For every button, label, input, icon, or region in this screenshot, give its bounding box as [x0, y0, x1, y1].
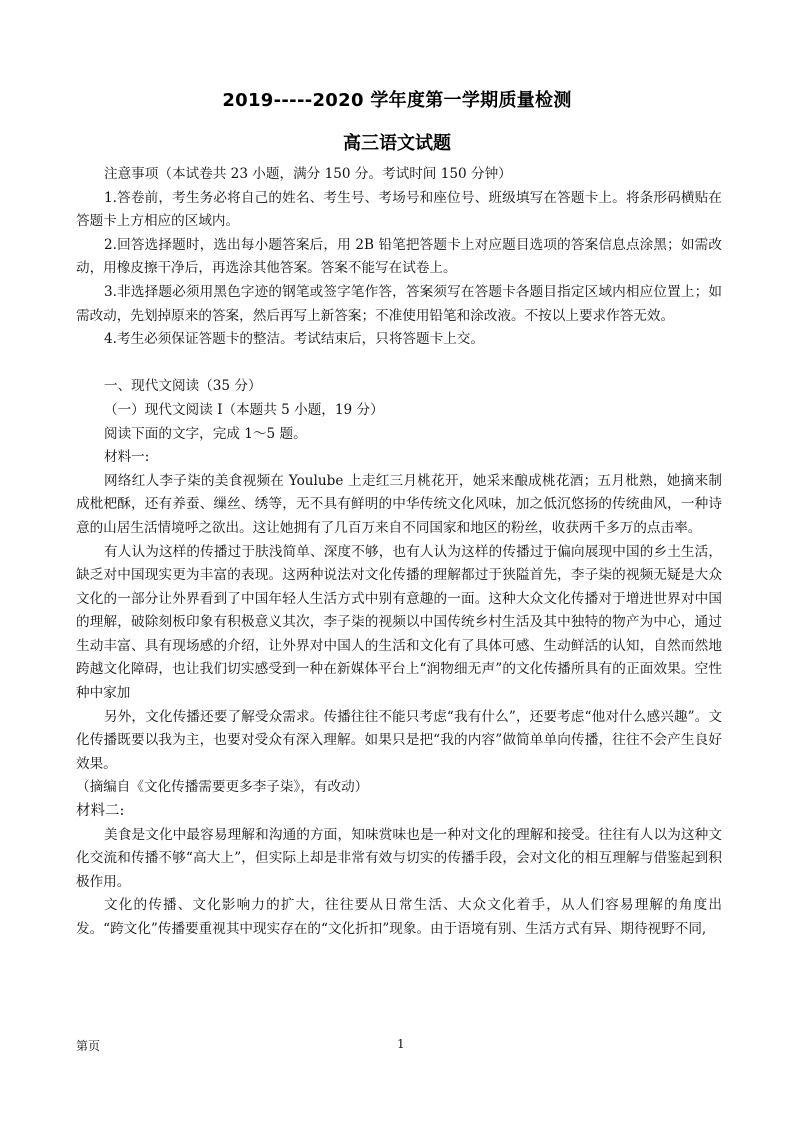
page-number: 1 — [397, 1037, 405, 1051]
page-label: 第页 — [76, 1039, 101, 1053]
exam-title: 2019-----2020 学年度第一学期质量检测 — [222, 90, 572, 111]
material2-label: 材料二: — [76, 803, 125, 820]
notice-item: 3.非选择题必须用黑色字迹的钢笔或签字笔作答，答案须写在答题卡各题目指定区域内相应位置上；如需改动，先划掉原来的答案，然后再写上新答案；不准使用铅笔和涂改液。不按以上要求作答无效。 — [76, 283, 722, 324]
reading-instruction: 阅读下面的文字，完成 1～5 题。 — [104, 425, 307, 442]
exam-body — [76, 163, 722, 942]
notice-item: 1.答卷前，考生务必将自己的姓名、考生号、考场号和座位号、班级填写在答题卡上。将条形码横贴在答题卡上方相应的区域内。 — [76, 189, 722, 230]
material1-paragraph: 另外，文化传播还要了解受众需求。传播往往不能只考虑“我有什么”，还要考虑“他对什么感兴趣”。文化传播既要以我为主，也要对受众有深入理解。如果只是把“我的内容”做简单单向传播，往往不会产生良好效果。 — [76, 708, 722, 772]
material1-label: 材料一: — [104, 449, 150, 466]
notice-item: 2.回答选择题时，选出每小题答案后，用 2B 铅笔把答题卡上对应题目选项的答案信息点涂黑；如需改动，用橡皮擦干净后，再选涂其他答案。答案不能写在试卷上。 — [76, 236, 722, 277]
material2-paragraph: 美食是文化中最容易理解和沟通的方面，知味赏味也是一种对文化的理解和接受。往往有人以为这种文化交流和传播不够“高大上”，但实际上却是非常有效与切实的传播手段，会对文化的相互理解与借鉴起到积极作用。 — [76, 826, 722, 890]
material1-paragraph: 有人认为这样的传播过于肤浅简单、深度不够，也有人认为这样的传播过于偏向展现中国的乡土生活，缺乏对中国现实更为丰富的表现。这两种说法对文化传播的理解都过于狭隘首先，李子柒的视频无疑是大众文化的一部分让外界看到了中国年轻人生活方式中别有意趣的一面。这种大众文化传播对于增进世界对中国的理解，破除刻板印象有积极意义其次，李子柒的视频以中国传统乡村生活及其中独特的物产为中心，通过生动丰富、具有现场感的介绍，让外界对中国人的生活和文化有了具体可感、生动鲜活的认知，自然而然地跨越文化障碍，也让我们切实感受到一种在新媒体平台上“润物细无声”的文化传播所具有的正面效果。空性种中家加 — [76, 543, 722, 702]
material1-paragraph: 网络红人李子柒的美食视频在 Youlube 上走红三月桃花开，她采来酿成桃花酒；五月枇熟，她摘来制成枇杷酥，还有养蚕、缫丝、绣等，无不具有鲜明的中华传统文化风味，加之低沉悠扬的传统曲风，一种诗意的山居生活情境呼之欲出。这让她拥有了几百万来自不同国家和地区的粉丝，收获两千多万的点击率。 — [76, 472, 722, 536]
section-subheading: （一）现代文阅读 I（本题共 5 小题，19 分） — [104, 401, 384, 418]
exam-subtitle: 高三语文试题 — [343, 133, 451, 154]
spacer — [76, 352, 722, 376]
notice-item: 4.考生必须保证答题卡的整洁。考试结束后，只将答题卡上交。 — [104, 331, 484, 348]
section-heading: 一、现代文阅读（35 分） — [104, 378, 262, 395]
material1-source: （摘编自《文化传播需要更多李子柒》，有改动） — [76, 779, 369, 796]
material2-paragraph: 文化的传播、文化影响力的扩大，往往要从日常生活、大众文化着手，从人们容易理解的角度出发。“跨文化”传播要重视其中现实存在的“文化折扣”现象。由于语境有别、生活方式有异、期待视野不同, — [76, 897, 722, 937]
notice-heading: 注意事项（本试卷共 23 小题，满分 150 分。考试时间 150 分钟） — [104, 166, 512, 182]
